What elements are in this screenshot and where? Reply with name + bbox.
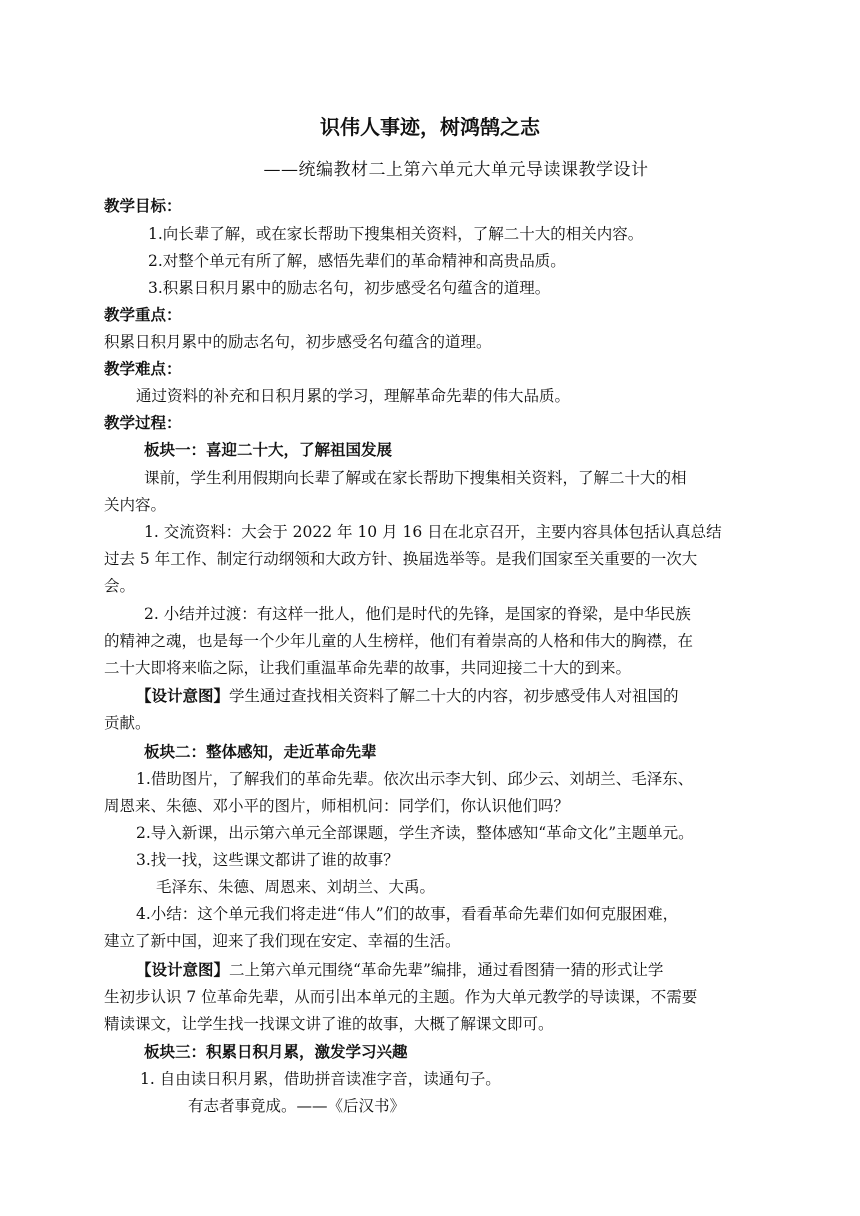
process-heading: 教学过程： <box>104 413 182 432</box>
block1-p1-line: 1. 交流资料：大会于 2022 年 10 月 16 日在北京召开，主要内容具体包括认真总结 <box>144 523 722 541</box>
block2-p4-line: 建立了新中国，迎来了我们现在安定、幸福的生活。 <box>104 932 461 950</box>
difficulty-heading: 教学难点： <box>104 359 182 378</box>
block2-p1-line: 1.借助图片，了解我们的革命先辈。依次出示李大钊、邱少云、刘胡兰、毛泽东、 <box>136 770 694 788</box>
block2-heading: 板块二：整体感知，走近革命先辈 <box>144 742 377 761</box>
key-text: 积累日积月累中的励志名句，初步感受名句蕴含的道理。 <box>104 333 492 351</box>
block2-p3-answer: 毛泽东、朱德、周恩来、刘胡兰、大禹。 <box>156 878 436 896</box>
design-intent-label: 【设计意图】 <box>136 960 230 979</box>
block1-intro-line: 课前，学生利用假期向长辈了解或在家长帮助下搜集相关资料，了解二十大的相 <box>144 469 687 487</box>
difficulty-text: 通过资料的补充和日积月累的学习，理解革命先辈的伟大品质。 <box>136 387 571 405</box>
block1-p1-line: 过去 5 年工作、制定行动纲领和大政方针、换届选举等。是我们国家至关重要的一次大 <box>104 550 698 568</box>
key-heading: 教学重点： <box>104 305 182 324</box>
block1-heading: 板块一：喜迎二十大，了解祖国发展 <box>144 440 393 459</box>
block1-p2-line: 的精神之魂，也是每一个少年儿童的人生榜样，他们有着崇高的人格和伟大的胸襟，在 <box>104 632 694 650</box>
block2-intent-line <box>136 960 663 980</box>
block2-p4-line: 4.小结：这个单元我们将走进“伟人”们的故事，看看革命先辈们如何克服困难， <box>136 905 679 923</box>
block2-p3: 3.找一找，这些课文都讲了谁的故事？ <box>136 851 399 869</box>
block1-intent-line <box>136 686 679 706</box>
block3-p1: 1. 自由读日积月累，借助拼音读准字音，读通句子。 <box>140 1070 501 1088</box>
doc-subtitle: ——统编教材二上第六单元大单元导读课教学设计 <box>263 160 649 180</box>
block2-intent-line: 精读课文，让学生找一找课文讲了谁的故事，大概了解课文即可。 <box>104 1015 554 1033</box>
block1-intent-line: 贡献。 <box>104 714 151 732</box>
goal-item: 1.向长辈了解，或在家长帮助下搜集相关资料，了解二十大的相关内容。 <box>148 225 644 243</box>
block3-heading: 板块三：积累日积月累，激发学习兴趣 <box>144 1042 408 1061</box>
design-intent-text: 二上第六单元围绕“革命先辈”编排，通过看图猜一猜的形式让学 <box>229 961 664 979</box>
goal-item: 2.对整个单元有所了解，感悟先辈们的革命精神和高贵品质。 <box>148 252 566 270</box>
goal-item: 3.积累日积月累中的励志名句，初步感受名句蕴含的道理。 <box>148 279 551 297</box>
block1-p1-line: 会。 <box>104 577 136 595</box>
block1-p2-line: 2. 小结并过渡：有这样一批人，他们是时代的先锋，是国家的脊梁，是中华民族 <box>144 605 691 623</box>
block1-p2-line: 二十大即将来临之际，让我们重温革命先辈的故事，共同迎接二十大的到来。 <box>104 659 632 677</box>
design-intent-label: 【设计意图】 <box>136 686 230 705</box>
block1-intro-line: 关内容。 <box>104 496 167 514</box>
block2-p2: 2.导入新课，出示第六单元全部课题，学生齐读，整体感知“革命文化”主题单元。 <box>136 824 694 842</box>
block3-quote: 有志者事竟成。——《后汉书》 <box>188 1097 406 1115</box>
design-intent-text: 学生通过查找相关资料了解二十大的内容，初步感受伟人对祖国的 <box>229 687 679 705</box>
doc-title: 识伟人事迹，树鸿鹄之志 <box>320 115 540 139</box>
block2-intent-line: 生初步认识 7 位革命先辈，从而引出本单元的主题。作为大单元教学的导读课，不需要 <box>104 988 698 1006</box>
block2-p1-line: 周恩来、朱德、邓小平的图片，师相机问：同学们，你认识他们吗？ <box>104 797 570 815</box>
goals-heading: 教学目标： <box>104 196 182 215</box>
